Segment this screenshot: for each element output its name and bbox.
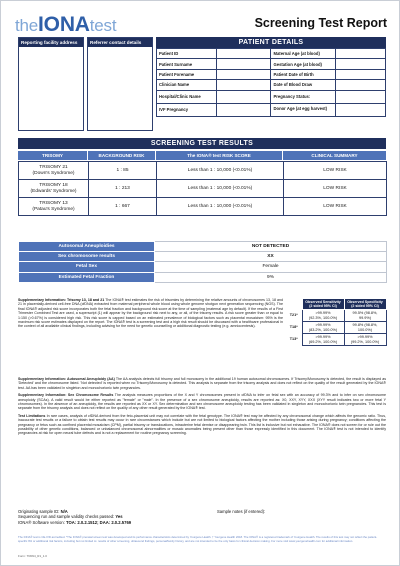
table-row [286, 322, 386, 334]
paragraph-body: The IONA® test estimates the risk of trisomies by determining the relative amounts of chromosomes 13, 18 and 21 in placentally-derived cell-free DNA (cfDNA) extracted from maternal peripheral whole blood using whole genome shotgun next generation sequencing (NGS). The final IONA® adjusted risk score incorporates both the fetal fraction and background risk score at the time of sampling (maternal age by default). If the results of a First Trimester Combined Test are used, a superscript (1) will appear by the background risk next to any, or all, of the trisomy results. A risk score greater than or equal to 1:150 (>0.67%) is considered high risk. This risk score is capped based on an estimated prevalence of biological factors such as placental mosaicism: 95% is the maximum risk score estimates displayed on the report. The IONA® test is a screening test and a high risk result should be discussed with a healthcare professional in the context of all available clinical findings, including advising for the need for genetic counselling or additional diagnostic testing (e.g. amniocentesis). [18, 298, 283, 329]
column-header-clinical-summary: CLINICAL SUMMARY [283, 151, 386, 160]
patient-field-label: Patient Date of Birth [271, 69, 335, 79]
referrer-contact-box [87, 37, 153, 131]
screening-results-table [18, 161, 387, 216]
originating-sample-id: Originating sample ID: N/A [18, 509, 68, 514]
risk-score-cell: Less than 1 : 10,000 (<0.01%) [157, 180, 284, 198]
reporting-facility-label: Reporting facility address [19, 38, 83, 47]
fetal-sex-value: Female [155, 262, 387, 272]
table-row [19, 198, 387, 216]
patient-row [157, 90, 386, 103]
paragraph-body: The analysis measures proportions of the X and Y chromosomes present in cfDNA to infer on fetal sex with an accuracy of 99.3% and to infer on sex chromosome aneuploidy (SCAs). A valid result would be either reported as "female" or "male". In the presence of a sex chromosome aneuploidy, results are reported as: X0, XXY, XYY, XXX (XYY result indicates two or more fetal Y chromosomes). In the absence of an aneuploidy, the results are reported as XX or XY. Sex determination and sex chromosome aneuploidy testing has been validated in singleton and monochorionic twin pregnancies. This test is separate from the trisomy analysis and does not reflect on the quality of any other result generated by the IONA® test. [18, 393, 386, 411]
fetal-sex-label: Fetal Sex [19, 262, 155, 272]
patient-details-heading: PATIENT DETAILS [156, 37, 386, 48]
specificity-cell: 99.5% (98.8%, 99.9%) [344, 310, 386, 322]
patient-row [157, 59, 386, 69]
table-row [19, 180, 387, 198]
patient-row [157, 80, 386, 90]
paragraph-title: Supplementary Information: Autosomal Aneuploidy (AA) [18, 377, 115, 381]
autosomal-aneuploidies-label: Autosomal Aneuploidies [19, 242, 155, 252]
paragraph-title: Test Limitations [18, 413, 46, 418]
iona-logo: theIONAtest [15, 13, 117, 36]
table-row [19, 162, 387, 180]
form-number: Form: TR094_R1_1.0 [18, 554, 47, 558]
supplementary-paragraph [18, 377, 386, 390]
patient-field-value [335, 90, 385, 103]
patient-field-value [216, 90, 271, 103]
clinical-summary-cell: LOW RISK [284, 162, 387, 180]
column-header-trisomy: TRISOMY [18, 151, 87, 160]
fine-print: The IONA® test is CE-IVD accredited. *The IONA® prenatal screen test was developed and its performance characteristics determined by Yourgene Health. † Yourgene Health 2018. The IONA® is a registered trademark of Yourgene Health. The results of this test may not reflect the patient-specific 9% or additional risk factors, including but not limited to: results of other screening, ultrasound findings, personal/family history, and are not intended to be the only basis for clinical decision making. For more visit www.yourgenehealth.com for additional information. [18, 535, 378, 543]
sequencing-validity: Sequencing run and sample validity checks passed: Yes [18, 514, 123, 520]
patient-field-value [216, 69, 271, 79]
patient-field-value [335, 69, 385, 79]
blank-header [286, 299, 302, 310]
table-row [19, 252, 387, 262]
sample-notes-label: Sample notes (if entered): [217, 509, 266, 514]
trisomy-label: T18* [289, 325, 298, 330]
table-row [19, 242, 387, 252]
specificity-cell: >99.99% (99.2%, 100.0%) [344, 334, 386, 346]
patient-field-label: Patient Forename [157, 69, 217, 79]
background-risk-cell: 1 : 213 [89, 180, 157, 198]
supplementary-paragraph [18, 393, 386, 411]
patient-field-label: Patient Surname [157, 59, 217, 69]
paragraph-title: Supplementary Information: Trisomy 13, 18 and 21 [18, 298, 105, 302]
additional-results-table [18, 241, 387, 283]
patient-field-value [335, 49, 385, 59]
patient-field-value [216, 80, 271, 90]
table-row [19, 262, 387, 272]
sensitivity-cell: >99.99% (69.2%, 100.0%) [302, 334, 344, 346]
specificity-cell: 99.8% (98.8%, 100.0%) [344, 322, 386, 334]
table-header-row [286, 299, 386, 310]
screening-results-columns [18, 151, 386, 160]
trisomy-cell: TRISOMY 18 (Edwards' Syndrome) [19, 180, 89, 198]
patient-row [157, 69, 386, 79]
patient-field-label: Gestation Age (at blood) [271, 59, 335, 69]
patient-field-value [216, 49, 271, 59]
trisomy-cell: TRISOMY 21 (Down's Syndrome) [19, 162, 89, 180]
patient-field-label: Date of Blood Draw [271, 80, 335, 90]
table-row [286, 310, 386, 322]
software-version: IONA® Software version: TOA: 2.0.2.1512; DAA: 2.0.2.5769 [18, 519, 132, 525]
screening-results-heading: SCREENING TEST RESULTS [18, 138, 386, 149]
patient-field-label: Maternal Age (at blood) [271, 49, 335, 59]
patient-field-label: IVF Pregnancy [157, 103, 217, 116]
sex-chromosome-value: XX [155, 252, 387, 262]
column-header-background-risk: BACKGROUND RISK [88, 151, 155, 160]
table-row [286, 334, 386, 346]
patient-field-label: Patient ID [157, 49, 217, 59]
patient-row [157, 103, 386, 116]
patient-field-value [335, 80, 385, 90]
report-title: Screening Test Report [254, 16, 387, 30]
patient-field-label: Hospital/Clinic Name [157, 90, 217, 103]
paragraph-body: The AA analysis detects full trisomy and full monosomy in the additional 19 human autosomal chromosomes. If Trisomy/Monosomy is detected, the result is displayed as 'Detected' and the chromosome listed. 'Not detected' is reported when no Trisomy/Monosomy is detected. This analysis is separate from the trisomy analysis and does not reflect on the quality of the result generated by the IONA® test. AA has been validated in singleton and monochorionic twin pregnancies. [18, 377, 386, 390]
supplementary-details-text [18, 377, 386, 439]
sex-chromosome-label: Sex chromosome results [19, 252, 155, 262]
patient-details-table [156, 48, 386, 117]
patient-row [157, 49, 386, 59]
supplementary-paragraph [18, 298, 283, 329]
background-risk-cell: 1 : 667 [89, 198, 157, 216]
column-header-specificity: Observed Specificity (2 sided 95% CI) [344, 299, 386, 310]
table-row [19, 272, 387, 282]
column-header-risk-score: The IONA® test RISK SCORE [156, 151, 282, 160]
background-risk-cell: 1 : 85 [89, 162, 157, 180]
patient-details [156, 37, 386, 131]
trisomy-label: T13* [289, 337, 298, 342]
reporting-facility-box [18, 37, 84, 131]
patient-field-value [335, 103, 385, 116]
patient-field-value [216, 103, 271, 116]
referrer-contact-label: Referrer contact details [88, 38, 152, 47]
paragraph-body: In rare cases, analysis of cfDNA derived from the feto-placental unit may not correlate with the fetal genotype. The IONA® test may be affected by any chromosomal change which affects the genomic ratio. Thus, inaccurate test results or a failure to obtain test results may occur in rare circumstances which include but are not limited to biological factors affecting the mother including those arising during pregnancy; conditions affecting the pregnancy or fetus such as confined placental mosaicism (CPM), partial trisomy or translocations, intrauterine fetal demise or disappearing twin. This list is inclusive but not exhaustive. The IONA® does not screen for or rule out the possibility of other genetic conditions, balanced or unbalanced chromosomal abnormalities or mosaic anomalies being present other than those expressly identified in this document. The IONA® test is not intended to identify pregnancies at risk for open neural tube defects and is not a replacement for routine pregnancy screening. [18, 413, 386, 436]
supplementary-trisomy-text [18, 298, 283, 332]
clinical-summary-cell: LOW RISK [284, 198, 387, 216]
trisomy-label: T21* [289, 313, 298, 318]
fetal-fraction-label: Estimated Fetal Fraction [19, 272, 155, 282]
column-header-sensitivity: Observed Sensitivity (2 sided 95% CI) [302, 299, 344, 310]
trisomy-cell: TRISOMY 13 (Patau's Syndrome) [19, 198, 89, 216]
performance-table [286, 298, 387, 346]
patient-field-label: Donor Age (at egg harvest) [271, 103, 335, 116]
patient-field-value [335, 59, 385, 69]
supplementary-paragraph [18, 414, 386, 436]
patient-field-value [216, 59, 271, 69]
sensitivity-cell: >99.99% (83.2%, 100.0%) [302, 322, 344, 334]
fetal-fraction-value: 9% [155, 272, 387, 282]
patient-field-label: Clinician Name [157, 80, 217, 90]
sensitivity-cell: >99.99% (92.3%, 100.0%) [302, 310, 344, 322]
risk-score-cell: Less than 1 : 10,000 (<0.01%) [157, 162, 284, 180]
paragraph-title: Supplementary Information: Sex Chromosome Results [18, 393, 114, 398]
clinical-summary-cell: LOW RISK [284, 180, 387, 198]
risk-score-cell: Less than 1 : 10,000 (<0.01%) [157, 198, 284, 216]
patient-field-label: Pregnancy Status: [271, 90, 335, 103]
report-header [11, 9, 391, 35]
autosomal-aneuploidies-value: NOT DETECTED [155, 242, 387, 252]
